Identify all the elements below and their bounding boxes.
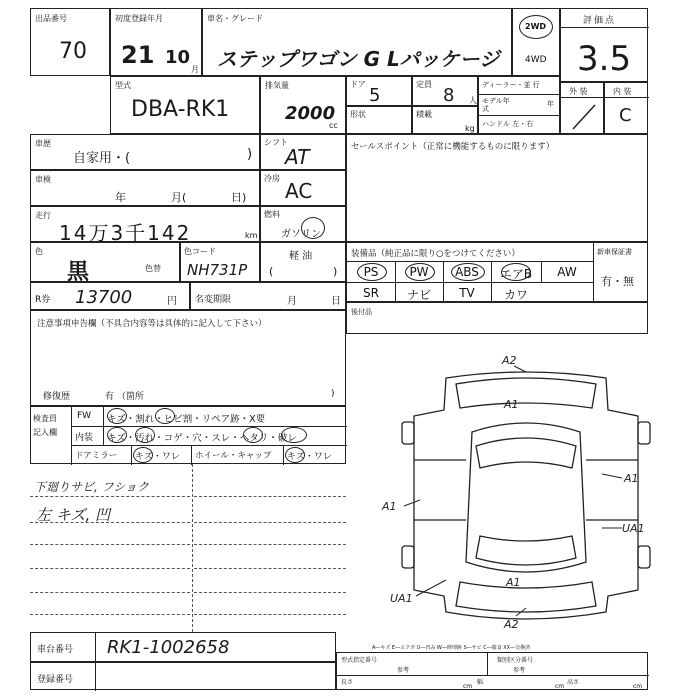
drive-4wd: 4WD: [525, 55, 547, 65]
mark-a1-trunk: A1: [506, 576, 521, 589]
equipment-label: 装備品（純正品に限り○をつけてください）: [351, 249, 520, 259]
equip-pw: PW: [409, 265, 429, 279]
note-line-2: 左 キズ, 凹: [36, 506, 111, 524]
fuel-cell: [260, 206, 346, 242]
car-roof-outline: [466, 423, 586, 572]
score-value: 3.5: [577, 39, 632, 79]
width-cm: cm: [555, 683, 565, 690]
width-label: 幅: [477, 679, 484, 686]
inspection-cell: [30, 170, 260, 206]
recycle-unit: 円: [167, 296, 177, 307]
shift-value: AT: [285, 145, 310, 169]
aircon-label: 冷房: [264, 174, 280, 183]
fuel-paren-close: ): [333, 265, 338, 278]
recycle-value: 13700: [75, 287, 133, 308]
fw-crack-circle: [155, 408, 175, 424]
inspection-label: 車検: [35, 175, 51, 184]
mark-a1-left: A1: [382, 500, 397, 513]
capacity-cell: [412, 76, 478, 106]
cert-cell: [336, 652, 648, 690]
aircon-cell: [260, 170, 346, 206]
dealer-label: ディーラー・並 行: [482, 81, 540, 89]
first-reg-month-unit: 月: [191, 65, 199, 74]
displacement-unit: cc: [329, 121, 338, 130]
aftermarket-label: 後付品: [351, 308, 372, 316]
lot-cell: [30, 8, 110, 76]
length-cm: cm: [463, 683, 473, 690]
int-wear-circle: [243, 427, 263, 443]
mileage-label: 走行: [35, 211, 51, 220]
mileage-unit: km: [245, 231, 258, 240]
dealer-cell: [478, 76, 560, 134]
chassis-label: 車台番号: [37, 645, 74, 655]
fuel-paren-open: (: [269, 265, 274, 278]
equipment-cell: [346, 242, 648, 302]
equip-aw: AW: [557, 265, 577, 279]
first-reg-year: 21: [121, 41, 155, 69]
new-car-warranty-value: 有・無: [601, 275, 634, 288]
note-line-1: 下廻りサビ, フショク: [34, 480, 149, 494]
lot-value: 70: [59, 39, 87, 64]
color-value: 黒: [67, 260, 90, 285]
capacity-value: 8: [443, 85, 455, 106]
mark-a1-hood: A1: [504, 398, 519, 411]
car-trunk: [456, 582, 596, 612]
height-label: 高さ: [567, 679, 580, 686]
equip-tv: TV: [459, 286, 475, 300]
shift-cell: [260, 134, 346, 170]
equip-pw-circle: [405, 263, 435, 281]
color-label: 色: [35, 247, 43, 256]
mark-ua1-left: UA1: [390, 592, 413, 605]
damage-legend: A―キズ E―エクボ U―凹み W―修理跡 S―サビ C―腐食 XX―交換済: [372, 645, 531, 651]
load-unit: kg: [465, 124, 475, 133]
inspector-fw-label: FW: [77, 411, 92, 421]
inspector-fw-value: キズ・割れ・ヒビ割・リペア跡・X要: [107, 414, 266, 425]
first-reg-month: 10: [165, 47, 191, 68]
color-code-value: NH731P: [187, 261, 248, 279]
equip-airbag: エアB: [499, 267, 533, 281]
equip-leather: カワ: [503, 288, 528, 302]
history-close: ): [247, 147, 253, 162]
chassis-cell: [30, 632, 336, 662]
first-reg-label: 初度登録年月: [115, 14, 163, 23]
interior-value: C: [619, 105, 632, 126]
equip-sr: SR: [363, 286, 379, 300]
doors-cell: [346, 76, 412, 106]
int-scratch-circle: [107, 427, 127, 443]
car-grade-cell: [202, 8, 512, 76]
equip-airbag-circle: [501, 263, 531, 281]
inspector-interior-label: 内装: [75, 433, 94, 443]
equip-abs: ABS: [455, 265, 479, 279]
exterior-label: 外 装: [569, 87, 588, 96]
handwritten-notes-area: [30, 464, 346, 632]
car-hood: [456, 378, 596, 408]
equip-abs-circle: [451, 263, 485, 281]
car-grade-label: 車名・グレード: [207, 14, 263, 23]
history-cell: [30, 134, 260, 170]
int-dirt-circle: [135, 427, 155, 443]
model-year-unit: 年: [547, 100, 554, 108]
inspector-mirror-label: ドアミラー: [75, 451, 118, 461]
color-code-cell: [180, 242, 260, 282]
new-car-warranty-label: 新車保証書: [597, 248, 632, 256]
mileage-value: 14万3千142: [59, 221, 192, 245]
model-value: DBA-RK1: [131, 97, 230, 122]
doors-value: 5: [369, 85, 381, 106]
load-cell: [412, 106, 478, 134]
name-change-day: 日: [331, 296, 341, 307]
height-cm: cm: [633, 683, 643, 690]
notes-header: 注意事項申告欄（不具合内容等は具体的に記入して下さい）: [37, 319, 267, 329]
displacement-label: 排気量: [265, 81, 289, 90]
history-label: 車歴: [35, 139, 51, 148]
color-code-label: 色コード: [184, 247, 216, 256]
cat-label: 類別区分番号: [497, 657, 534, 664]
car-grade-value: ステップワゴン G Lパッケージ: [217, 47, 500, 71]
reg-label: 登録番号: [37, 675, 74, 685]
aircon-value: AC: [285, 179, 313, 203]
fuel-label: 燃料: [264, 210, 280, 219]
shape-label: 形状: [350, 110, 366, 119]
interior-cell: [604, 82, 648, 134]
fuel-oil-label: 軽 油: [289, 251, 313, 262]
displacement-value: 2000: [285, 103, 336, 124]
inspection-month: 月(: [171, 191, 187, 204]
mark-a2-rear: A2: [504, 618, 519, 631]
name-change-cell: [190, 282, 346, 310]
shape-cell: [346, 106, 412, 134]
car-damage-diagram: [376, 350, 676, 632]
fuel-circle: [301, 217, 325, 239]
inspection-day: 日): [231, 191, 247, 204]
equip-navi: ナビ: [406, 288, 431, 302]
color-cell: [30, 242, 180, 285]
drive-2wd: 2WD: [525, 22, 547, 31]
inspector-wheel-value: キズ・ワレ: [287, 452, 332, 462]
car-body-outline: [414, 372, 638, 619]
shift-label: シフト: [264, 138, 288, 147]
cat-ref: 参考: [513, 667, 526, 674]
score-cell: [560, 8, 648, 82]
mirror-scratch-circle: [133, 447, 153, 463]
equip-ps: PS: [363, 265, 379, 279]
interior-label: 内 装: [613, 87, 632, 96]
cert-label: 型式指定番号: [341, 657, 378, 664]
repair-value: 有 （箇所: [105, 392, 144, 402]
inspector-interior-value: キズ・汚れ・コゲ・穴・スレ・ヘタリ・破レ: [107, 433, 297, 444]
doors-label: ドア: [350, 80, 366, 89]
inspector-label-2: 記入欄: [33, 428, 57, 437]
repair-label: 修復歴: [43, 392, 71, 402]
model-cell: [110, 76, 260, 134]
inspector-label-1: 検査員: [33, 414, 57, 423]
car-windshield: [476, 438, 576, 468]
exterior-cell: [560, 82, 604, 134]
reg-cell: [30, 662, 336, 690]
inspector-mirror-value: キズ・ワレ: [135, 452, 180, 462]
int-sag-circle: [281, 427, 307, 443]
length-label: 長さ: [341, 679, 354, 686]
name-change-label: 名変期限: [195, 295, 232, 305]
inspector-wheel-label: ホイール・キャップ: [195, 451, 272, 461]
aftermarket-cell: [346, 302, 648, 334]
score-label: 評価点: [583, 16, 617, 26]
color-change-label: 色替: [145, 264, 161, 273]
chassis-value: RK1-1002658: [107, 637, 230, 658]
model-year-label: モデル年式: [482, 97, 510, 113]
displacement-cell: [260, 76, 346, 134]
load-label: 積載: [416, 110, 432, 119]
capacity-label: 定員: [416, 80, 432, 89]
capacity-unit: 人: [469, 96, 477, 105]
fuel-value: ガソリン: [281, 229, 321, 240]
fw-scratch-circle: [107, 408, 127, 424]
sales-point-cell: [346, 134, 648, 242]
sales-point-label: セールスポイント（正常に機能するものに限ります）: [351, 142, 555, 152]
mark-a1-right-front: A1: [624, 472, 639, 485]
model-label: 型式: [115, 81, 131, 90]
handle-label: ハンドル 左・右: [482, 120, 534, 128]
fuel-oil-cell: [260, 242, 346, 282]
history-value: 自家用・(: [73, 151, 131, 166]
notes-cell: [30, 310, 346, 406]
recycle-cell: [30, 282, 190, 310]
exterior-slash-mark: [569, 101, 599, 133]
cert-ref: 参考: [397, 667, 410, 674]
drive-cell: [512, 8, 560, 76]
lot-label: 出品番号: [35, 14, 67, 23]
name-change-month: 月: [287, 296, 297, 307]
car-rear-window: [476, 536, 576, 565]
first-reg-cell: [110, 8, 202, 76]
mark-a2-front: A2: [502, 354, 517, 367]
equip-ps-circle: [357, 263, 387, 281]
recycle-label: R券: [35, 295, 51, 305]
mileage-cell: [30, 206, 260, 245]
wheel-scratch-circle: [285, 447, 305, 463]
inspection-year: 年: [115, 191, 126, 204]
repair-close: ): [331, 389, 335, 399]
mark-ua1-right: UA1: [622, 522, 645, 535]
inspector-cell: [30, 406, 346, 464]
